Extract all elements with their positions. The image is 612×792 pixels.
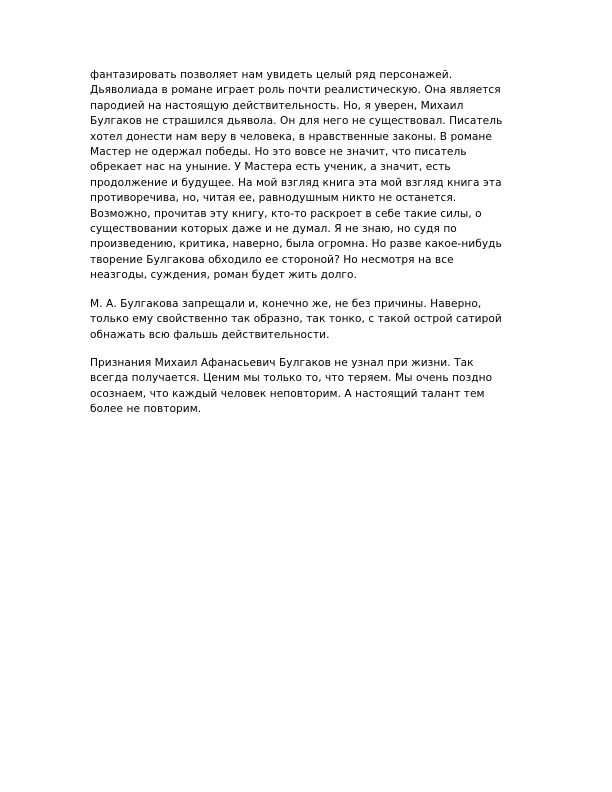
text-line: М. А. Булгакова запрещали и, конечно же, не без причины. Наверно, bbox=[90, 297, 482, 310]
text-line: противоречива, но, читая ее, равнодушным никто не останется. bbox=[90, 192, 457, 205]
text-line: Возможно, прочитав эту книгу, кто-то раскроет в себе такие силы, о bbox=[90, 207, 482, 220]
text-line: Дьяволиада в романе играет роль почти реалистическую. Она является bbox=[90, 84, 501, 97]
text-line: произведению, критика, наверно, была огромна. Но разве какое-нибудь bbox=[90, 238, 502, 251]
text-line: хотел донести нам веру в человека, в нравственные законы. В романе bbox=[90, 130, 492, 143]
text-line: неазгоды, суждения, роман будет жить долго. bbox=[90, 269, 357, 282]
text-line: более не повторим. bbox=[90, 403, 202, 416]
document-body bbox=[90, 68, 524, 431]
text-line: существовании которых даже и не думал. Я не знаю, но судя по bbox=[90, 223, 457, 236]
text-line: фантазировать позволяет нам увидеть целый ряд персонажей. bbox=[90, 69, 453, 81]
paragraph-2 bbox=[90, 297, 524, 343]
text-line: осознаем, что каждый человек неповторим. А настоящий талант тем bbox=[90, 387, 485, 400]
text-line: Мастер не одержал победы. Но это вовсе не значит, что писатель bbox=[90, 146, 467, 159]
text-line: Булгаков не страшился дьявола. Он для него не существовал. Писатель bbox=[90, 115, 503, 128]
text-line: только ему свойственно так образно, так тонко, с такой острой сатирой bbox=[90, 313, 502, 326]
text-line: творение Булгакова обходило ее стороной? Но несмотря на все bbox=[90, 253, 454, 266]
text-line: обрекает нас на уныние. У Мастера есть ученик, а значит, есть bbox=[90, 161, 451, 174]
text-line: продолжение и будущее. На мой взгляд книга эта мой взгляд книга эта bbox=[90, 176, 502, 189]
paragraph-1 bbox=[90, 68, 524, 284]
paragraph-3 bbox=[90, 356, 524, 418]
text-line: пародией на настоящую действительность. Но, я уверен, Михаил bbox=[90, 99, 464, 112]
text-line: Признания Михаил Афанасьевич Булгаков не узнал при жизни. Так bbox=[90, 356, 474, 369]
text-line: всегда получается. Ценим мы только то, что теряем. Мы очень поздно bbox=[90, 372, 493, 385]
text-line: обнажать всю фальшь действительности. bbox=[90, 328, 330, 341]
